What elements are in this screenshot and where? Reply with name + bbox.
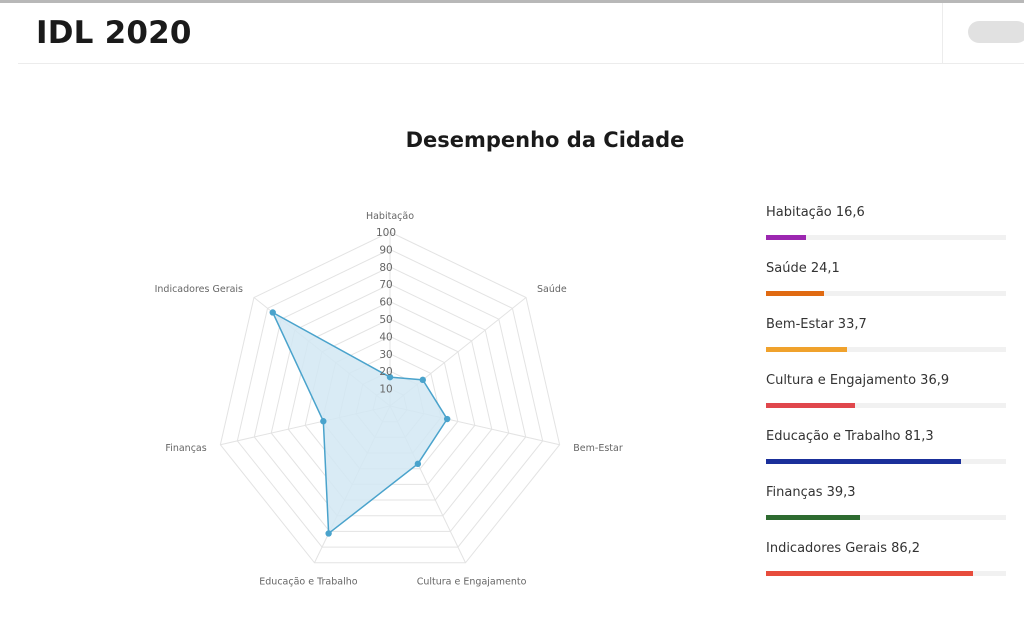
legend-track	[766, 571, 1006, 576]
legend-item-bem-estar	[766, 317, 1006, 357]
legend-item-saude	[766, 261, 1006, 301]
user-avatar[interactable]	[968, 21, 1024, 43]
app-title: IDL 2020	[36, 15, 192, 51]
data-point	[270, 309, 276, 315]
legend-label: Finanças 39,3	[766, 485, 856, 500]
legend-item-habitacao	[766, 205, 1006, 245]
legend-label: Saúde 24,1	[766, 261, 840, 276]
chart-title: Desempenho da Cidade	[405, 128, 685, 152]
data-point	[444, 416, 450, 422]
legend-label: Indicadores Gerais 86,2	[766, 541, 921, 556]
legend-bar	[766, 459, 961, 464]
tick-label: 80	[379, 261, 393, 274]
legend-track	[766, 291, 1006, 296]
header-divider	[942, 3, 943, 63]
legend-track	[766, 347, 1006, 352]
legend-item-educacao	[766, 429, 1006, 469]
legend-bar	[766, 515, 860, 520]
axis-label: Indicadores Gerais	[154, 283, 244, 295]
legend-label: Habitação 16,6	[766, 205, 865, 220]
legend-bar	[766, 235, 806, 240]
tick-label: 40	[379, 331, 393, 344]
legend-item-indicadores	[766, 541, 1006, 581]
legend-label: Educação e Trabalho 81,3	[766, 429, 934, 444]
tick-label: 70	[379, 279, 393, 292]
tick-label: 20	[379, 366, 393, 379]
tick-label: 50	[379, 314, 393, 326]
data-point	[415, 461, 421, 467]
legend-label: Bem-Estar 33,7	[766, 317, 867, 332]
tick-label: 60	[379, 296, 393, 309]
axis-label: Habitação	[365, 211, 415, 222]
axis-label: Saúde	[536, 283, 567, 295]
legend-bar	[766, 347, 847, 352]
radar-chart	[150, 190, 630, 590]
legend-bar	[766, 571, 973, 576]
legend-bar	[766, 403, 855, 408]
legend-track	[766, 515, 1006, 520]
legend-label: Cultura e Engajamento 36,9	[766, 373, 950, 388]
legend-track	[766, 403, 1006, 408]
legend-item-financas	[766, 485, 1006, 525]
axis-label: Educação e Trabalho	[259, 576, 358, 588]
data-point	[420, 377, 426, 383]
axis-label: Cultura e Engajamento	[416, 576, 527, 588]
data-point	[320, 418, 326, 424]
tick-label: 100	[375, 227, 397, 239]
data-point	[325, 530, 331, 536]
legend-bar	[766, 291, 824, 296]
tick-label: 10	[379, 383, 393, 396]
legend-track	[766, 235, 1006, 240]
app-header	[18, 3, 1024, 64]
tick-label: 30	[379, 348, 393, 361]
tick-label: 90	[379, 244, 393, 257]
axis-label: Bem-Estar	[573, 442, 623, 454]
legend-track	[766, 459, 1006, 464]
legend-item-cultura	[766, 373, 1006, 413]
axis-label: Finanças	[165, 442, 207, 454]
